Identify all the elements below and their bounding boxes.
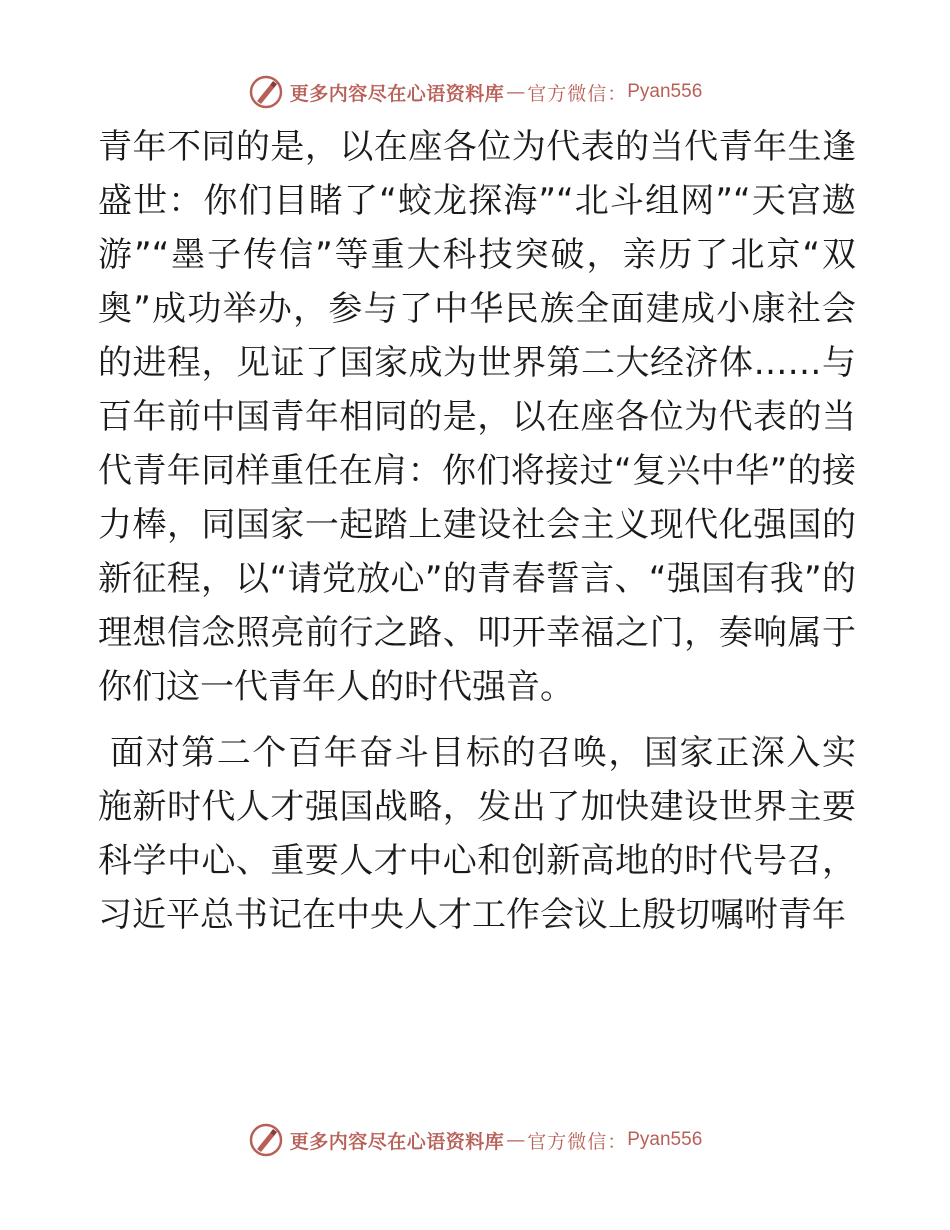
pen-logo-icon [248,74,284,110]
banner-contact-label: 官方微信： [527,82,628,105]
header-banner [0,72,950,112]
banner-brand: 更多内容尽在心语资料库 [289,82,505,105]
banner-contact-value: Pyan556 [627,81,703,102]
pen-logo-icon [248,1122,284,1158]
banner-separator: — [506,81,526,103]
paragraph-1: 青年不同的是，以在座各位为代表的当代青年生逢盛世：你们目睹了“蛟龙探海”“北斗组网”“天宫遨游”“墨子传信”等重大科技突破，亲历了北京“双奥”成功举办，参与了中华民族全面建成小康社会的进程，见证了国家成为世界第二大经济体……与百年前中国青年相同的是，以在座各位为代表的当代青年同样重任在肩：你们将接过“复兴中华”的接力棒，同国家一起踏上建设社会主义现代化强国的新征程，以“请党放心”的青春誓言、“强国有我”的理想信念照亮前行之路、叩开幸福之门，奏响属于你们这一代青年人的时代强音。 [98,127,856,707]
banner-separator: — [506,1129,526,1151]
banner-contact-label: 官方微信： [527,1130,628,1153]
footer-banner [0,1120,950,1160]
paragraph-2: 面对第二个百年奋斗目标的召唤，国家正深入实施新时代人才强国战略，发出了加快建设世界主要科学中心、重要人才中心和创新高地的时代号召，习近平总书记在中央人才工作会议上殷切嘱咐青年 [98,733,856,935]
document-body [98,120,856,942]
banner-contact-value: Pyan556 [627,1129,703,1150]
banner-brand: 更多内容尽在心语资料库 [289,1130,505,1153]
